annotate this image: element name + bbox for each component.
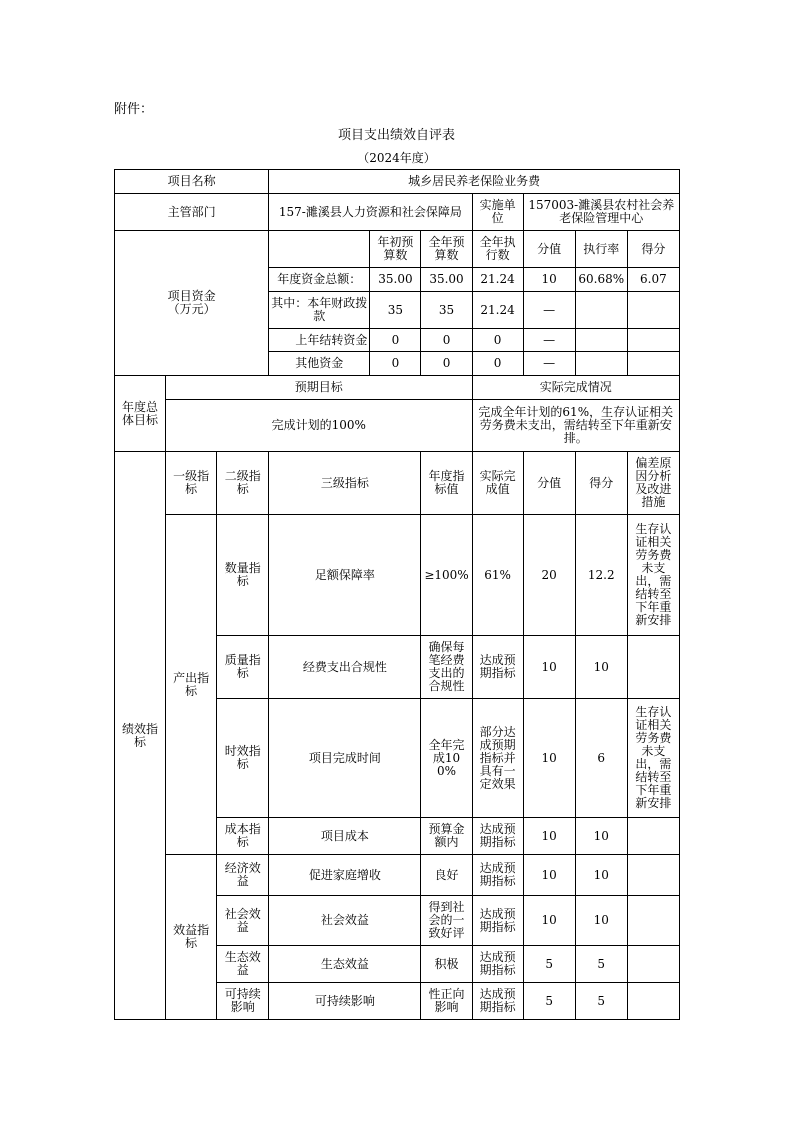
funds-label [115, 231, 269, 376]
perf-header: 得分 [575, 452, 627, 515]
performance-self-evaluation-table [114, 169, 680, 1020]
goal-label: 年度总体目标 [115, 376, 166, 452]
deviation-reason [627, 946, 679, 983]
funds-cell: 35.00 [370, 268, 421, 292]
indicator-score: 10 [575, 896, 627, 946]
indicator-score-value: 10 [523, 896, 575, 946]
page-title: 项目支出绩效自评表 [337, 128, 455, 143]
level2-indicator: 经济效益 [217, 855, 269, 896]
funds-cell: 6.07 [627, 268, 679, 292]
perf-header: 分值 [523, 452, 575, 515]
indicator-target: 确保每笔经费支出的合规性 [421, 636, 472, 699]
funds-header-blank [269, 231, 370, 268]
indicator-target: 得到社会的一致好评 [421, 896, 472, 946]
level2-indicator: 质量指标 [217, 636, 269, 699]
indicator-actual: 达成预期指标 [472, 946, 523, 983]
indicator-actual: 达成预期指标 [472, 983, 523, 1020]
funds-cell: 0 [421, 352, 472, 376]
deviation-reason [627, 896, 679, 946]
level3-indicator: 可持续影响 [269, 983, 421, 1020]
indicator-score: 12.2 [575, 515, 627, 636]
indicator-score: 5 [575, 946, 627, 983]
funds-row-label: 其中：本年财政拨款 [269, 292, 370, 329]
indicator-target: ≥100% [421, 515, 472, 636]
funds-cell: 0 [370, 329, 421, 352]
project-name-value: 城乡居民养老保险业务费 [269, 170, 680, 194]
perf-header: 偏差原因分析及改进措施 [627, 452, 679, 515]
funds-cell: 35 [421, 292, 472, 329]
indicator-score-value: 20 [523, 515, 575, 636]
deviation-reason [627, 983, 679, 1020]
funds-cell [575, 292, 627, 329]
indicator-actual: 达成预期指标 [472, 896, 523, 946]
level1-indicator: 产出指标 [166, 515, 217, 855]
level3-indicator: 项目完成时间 [269, 699, 421, 818]
attachment-label: 附件： [114, 102, 154, 117]
funds-cell [627, 329, 679, 352]
deviation-reason [627, 818, 679, 855]
funds-header: 分值 [523, 231, 575, 268]
level2-indicator: 可持续影响 [217, 983, 269, 1020]
funds-cell: 10 [523, 268, 575, 292]
funds-cell: 0 [472, 352, 523, 376]
perf-label: 绩效指标 [115, 452, 166, 1020]
goal-actual-value: 完成全年计划的61%，生存认证相关劳务费未支出，需结转至下年重新安排。 [472, 400, 679, 452]
indicator-score: 10 [575, 818, 627, 855]
funds-cell: — [523, 292, 575, 329]
level3-indicator: 生态效益 [269, 946, 421, 983]
funds-cell: 0 [472, 329, 523, 352]
indicator-score-value: 10 [523, 818, 575, 855]
funds-cell: — [523, 329, 575, 352]
indicator-actual: 达成预期指标 [472, 855, 523, 896]
funds-cell: — [523, 352, 575, 376]
funds-cell [575, 352, 627, 376]
indicator-score: 6 [575, 699, 627, 818]
funds-cell: 21.24 [472, 268, 523, 292]
indicator-score-value: 10 [523, 699, 575, 818]
funds-cell [575, 329, 627, 352]
dept-label: 主管部门 [115, 194, 269, 231]
indicator-actual: 部分达成预期指标并具有一定效果 [472, 699, 523, 818]
funds-cell: 35 [370, 292, 421, 329]
level2-indicator: 社会效益 [217, 896, 269, 946]
level3-indicator: 促进家庭增收 [269, 855, 421, 896]
level2-indicator: 数量指标 [217, 515, 269, 636]
project-name-label: 项目名称 [115, 170, 269, 194]
indicator-actual: 达成预期指标 [472, 818, 523, 855]
funds-row-label: 上年结转资金 [269, 329, 370, 352]
goal-actual-header: 实际完成情况 [472, 376, 679, 400]
funds-header: 全年预算数 [421, 231, 472, 268]
level3-indicator: 足额保障率 [269, 515, 421, 636]
deviation-reason: 生存认证相关劳务费未支出，需结转至下年重新安排 [627, 699, 679, 818]
deviation-reason: 生存认证相关劳务费未支出，需结转至下年重新安排 [627, 515, 679, 636]
funds-cell: 0 [370, 352, 421, 376]
indicator-score-value: 10 [523, 855, 575, 896]
funds-header: 全年执行数 [472, 231, 523, 268]
dept-value: 157-濉溪县人力资源和社会保障局 [269, 194, 472, 231]
funds-cell: 21.24 [472, 292, 523, 329]
report-year: （2024年度） [357, 151, 436, 165]
perf-header: 二级指标 [217, 452, 269, 515]
indicator-score: 10 [575, 855, 627, 896]
indicator-score: 5 [575, 983, 627, 1020]
indicator-actual: 达成预期指标 [472, 636, 523, 699]
funds-row-label: 其他资金 [269, 352, 370, 376]
level3-indicator: 项目成本 [269, 818, 421, 855]
indicator-target: 积极 [421, 946, 472, 983]
perf-header: 年度指标值 [421, 452, 472, 515]
funds-header: 年初预算数 [370, 231, 421, 268]
goal-expected-value: 完成计划的100% [166, 400, 472, 452]
funds-cell: 35.00 [421, 268, 472, 292]
level2-indicator: 时效指标 [217, 699, 269, 818]
perf-header: 一级指标 [166, 452, 217, 515]
perf-header: 实际完成值 [472, 452, 523, 515]
indicator-target: 预算金额内 [421, 818, 472, 855]
funds-label-text: 项目资金（万元） [167, 289, 216, 316]
funds-cell: 60.68% [575, 268, 627, 292]
indicator-score-value: 5 [523, 983, 575, 1020]
impl-value: 157003-濉溪县农村社会养老保险管理中心 [523, 194, 679, 231]
funds-cell: 0 [421, 329, 472, 352]
indicator-target: 良好 [421, 855, 472, 896]
perf-header: 三级指标 [269, 452, 421, 515]
level2-indicator: 生态效益 [217, 946, 269, 983]
funds-cell [627, 352, 679, 376]
level2-indicator: 成本指标 [217, 818, 269, 855]
impl-label: 实施单位 [472, 194, 523, 231]
deviation-reason [627, 855, 679, 896]
indicator-score-value: 5 [523, 946, 575, 983]
indicator-score: 10 [575, 636, 627, 699]
level1-indicator: 效益指标 [166, 855, 217, 1020]
funds-cell [627, 292, 679, 329]
indicator-actual: 61% [472, 515, 523, 636]
indicator-target: 全年完成100% [421, 699, 472, 818]
funds-header: 得分 [627, 231, 679, 268]
goal-expected-header: 预期目标 [166, 376, 472, 400]
deviation-reason [627, 636, 679, 699]
level3-indicator: 经费支出合规性 [269, 636, 421, 699]
funds-header: 执行率 [575, 231, 627, 268]
funds-row-label: 年度资金总额： [269, 268, 370, 292]
indicator-score-value: 10 [523, 636, 575, 699]
level3-indicator: 社会效益 [269, 896, 421, 946]
indicator-target: 性正向影响 [421, 983, 472, 1020]
